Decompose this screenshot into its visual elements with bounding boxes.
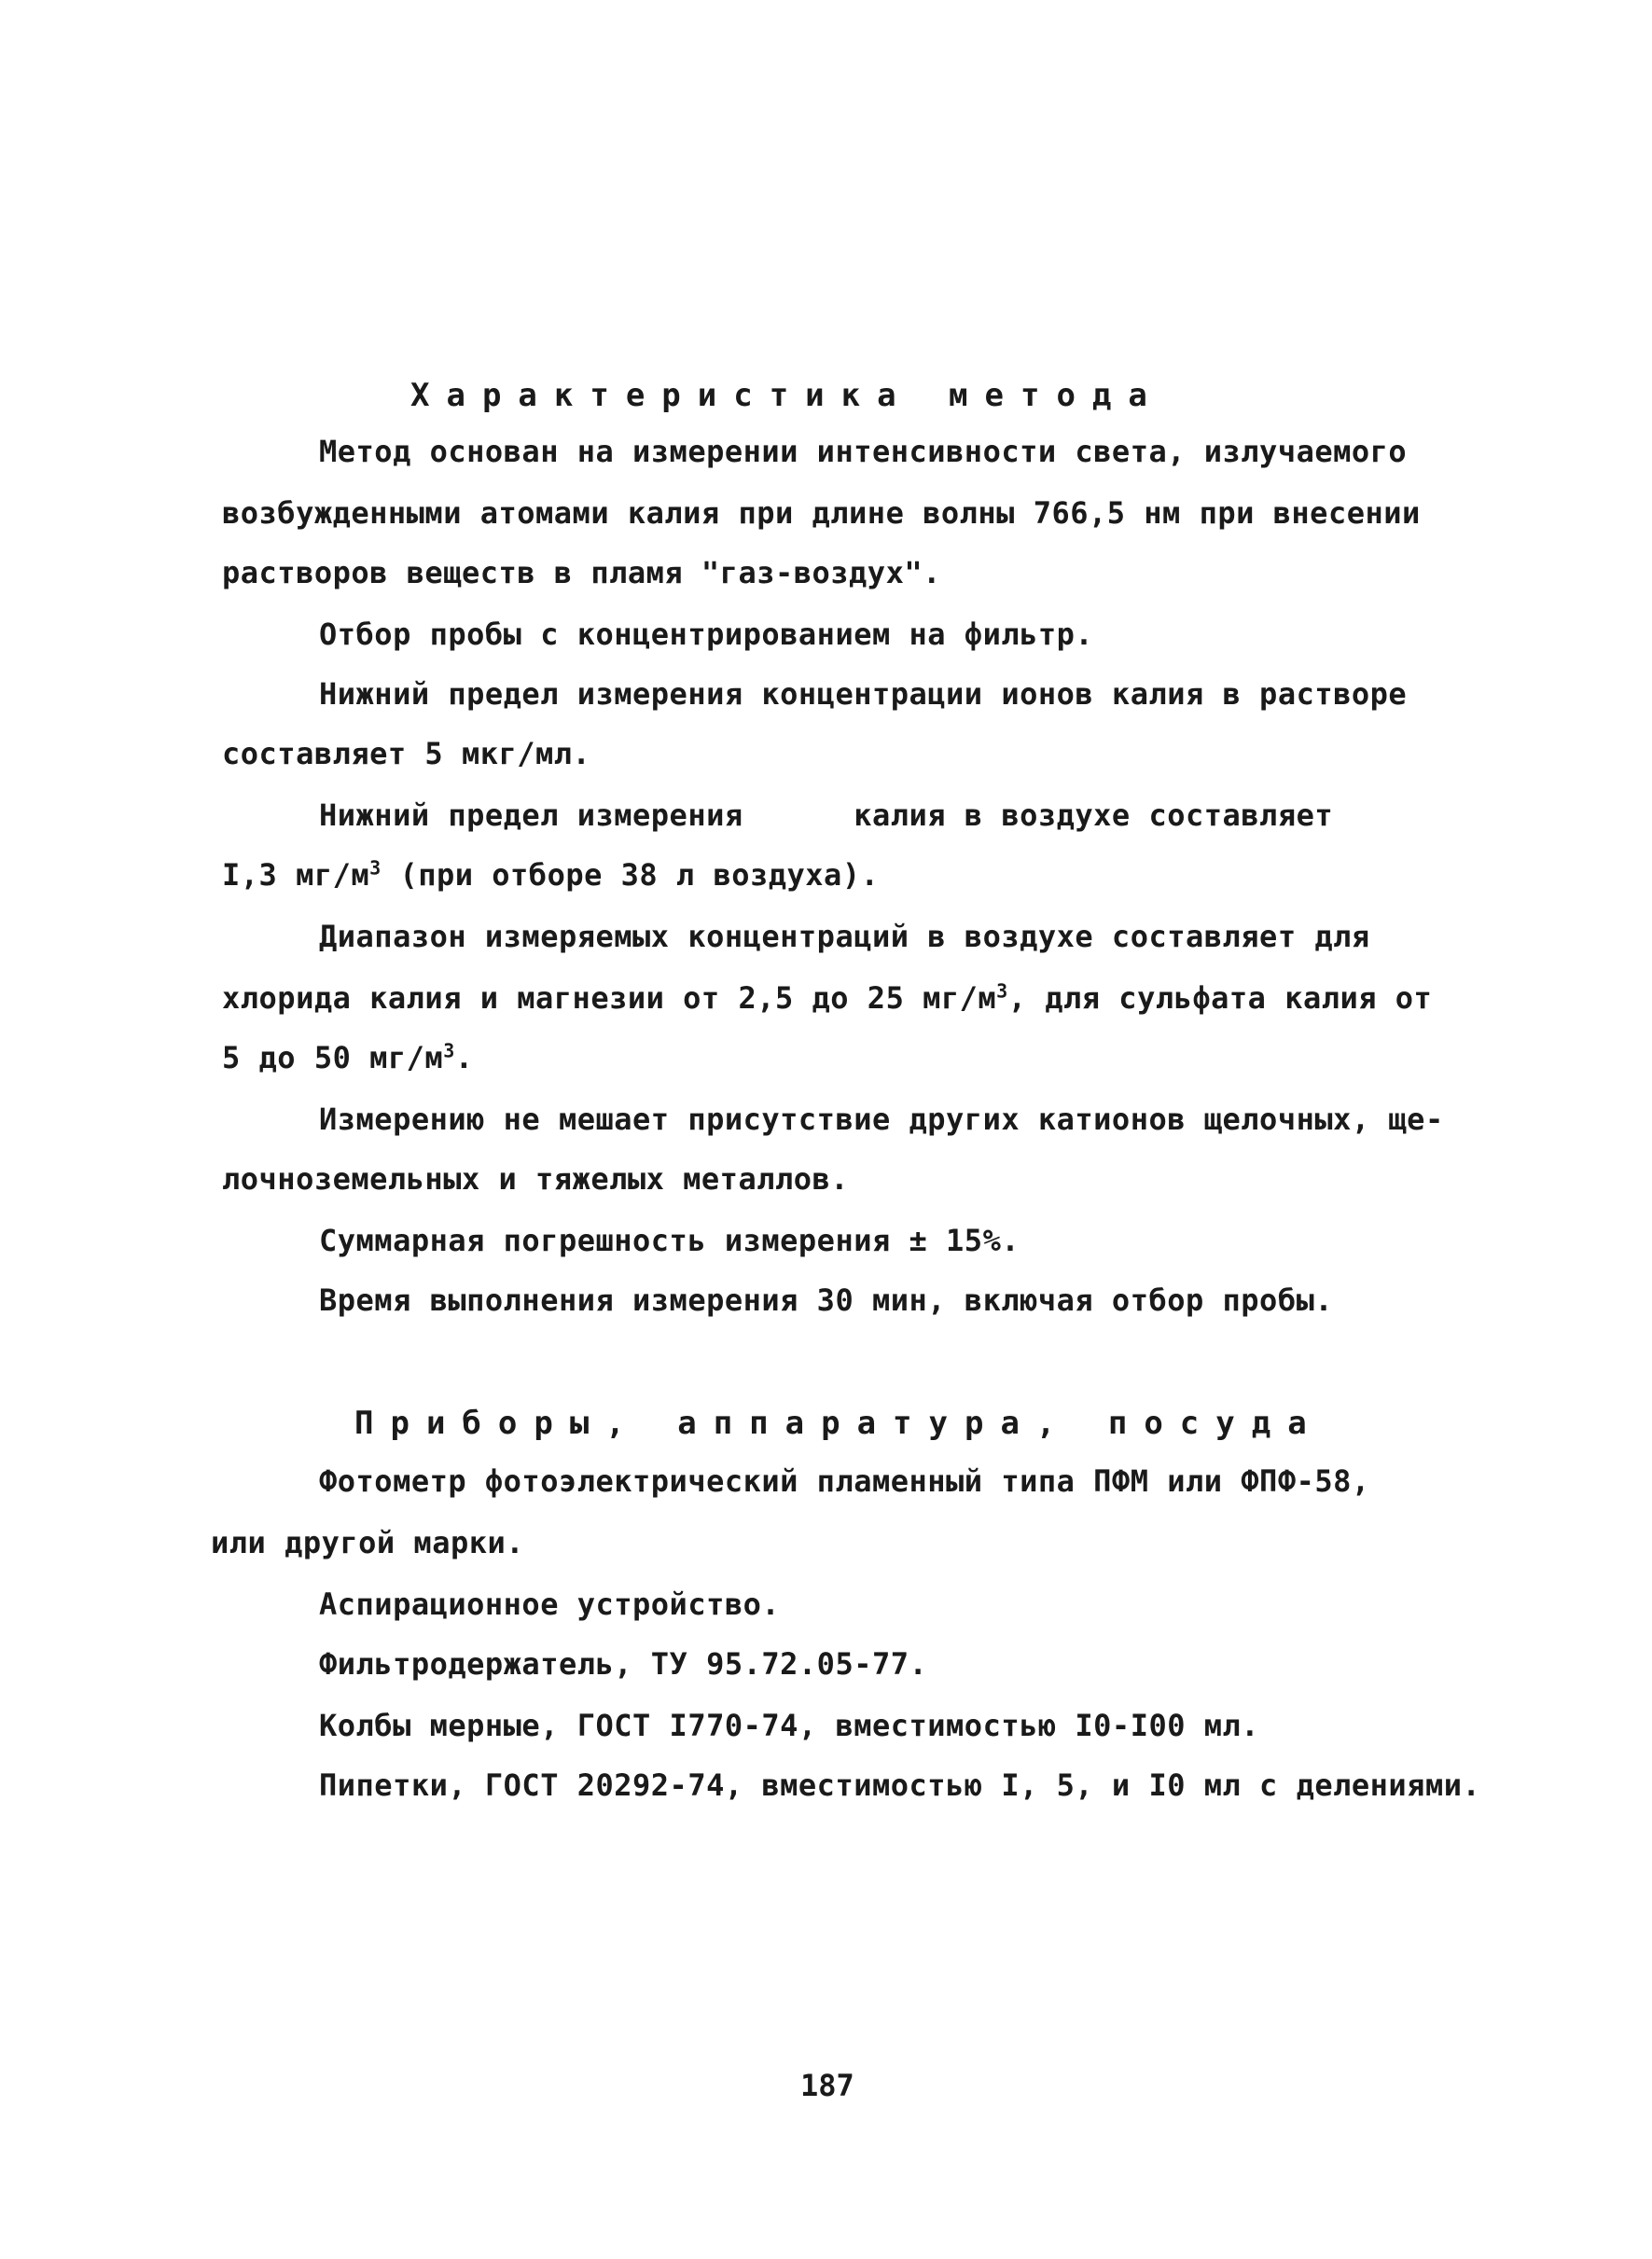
superscript: 3 [996,979,1008,1003]
text-line: Аспирационное устройство. [319,1587,781,1622]
text-line: Фильтродержатель, ТУ 95.72.05-77. [319,1646,928,1682]
text-line: Отбор пробы с концентрированием на фильтр. [319,617,1094,652]
page-number: 187 [800,2068,854,2103]
text-line: Нижний предел измерения калия в воздухе составляет [319,797,1334,833]
text-line: Нижний предел измерения концентрации ионов калия в растворе [319,676,1408,712]
section-heading-equipment: Приборы, аппаратура, посуда [354,1405,1324,1442]
text-line-with-superscript: I,3 $мг/м^3$ (при отборе 38 л воздуха). [222,856,880,893]
superscript: 3 [443,1039,455,1062]
text-line: возбужденными атомами калия при длине волны 766,5 нм при внесении [222,495,1421,531]
text-line: Время выполнения измерения 30 мин, включая отбор пробы. [319,1282,1334,1318]
superscript: 3 [369,856,382,880]
text-line: Колбы мерные, ГОСТ I770-74, вместимостью I0-I00 мл. [319,1708,1260,1743]
text-line: Диапазон измеряемых концентраций в воздухе составляет для [319,919,1370,954]
text-line: Метод основан на измерении интенсивности света, излучаемого [319,434,1408,469]
text-line-with-superscript: хлорида калия и магнезии от 2,5 до 25 $мг/м^3$, для сульфата калия от [222,979,1433,1016]
text-line: Фотометр фотоэлектрический пламенный типа ПФМ или ФПФ-58, [319,1463,1370,1499]
text-line: растворов веществ в пламя "газ-воздух". [222,555,941,590]
text-line: Пипетки, ГОСТ 20292-74, вместимостью I, 5, и I0 мл с делениями. [319,1767,1481,1803]
text-line-with-superscript: 5 до 50 $мг/м^3$. [222,1039,474,1075]
section-heading-method: Характеристика метода [410,377,1164,414]
text-line: или другой марки. [211,1525,525,1560]
text-line: Измерению не мешает присутствие других катионов щелочных, ще- [319,1102,1444,1137]
text-line: Суммарная погрешность измерения ± 15%. [319,1223,1020,1258]
text-line: составляет 5 мкг/мл. [222,736,591,771]
text-line: лочноземельных и тяжелых металлов. [222,1161,850,1197]
